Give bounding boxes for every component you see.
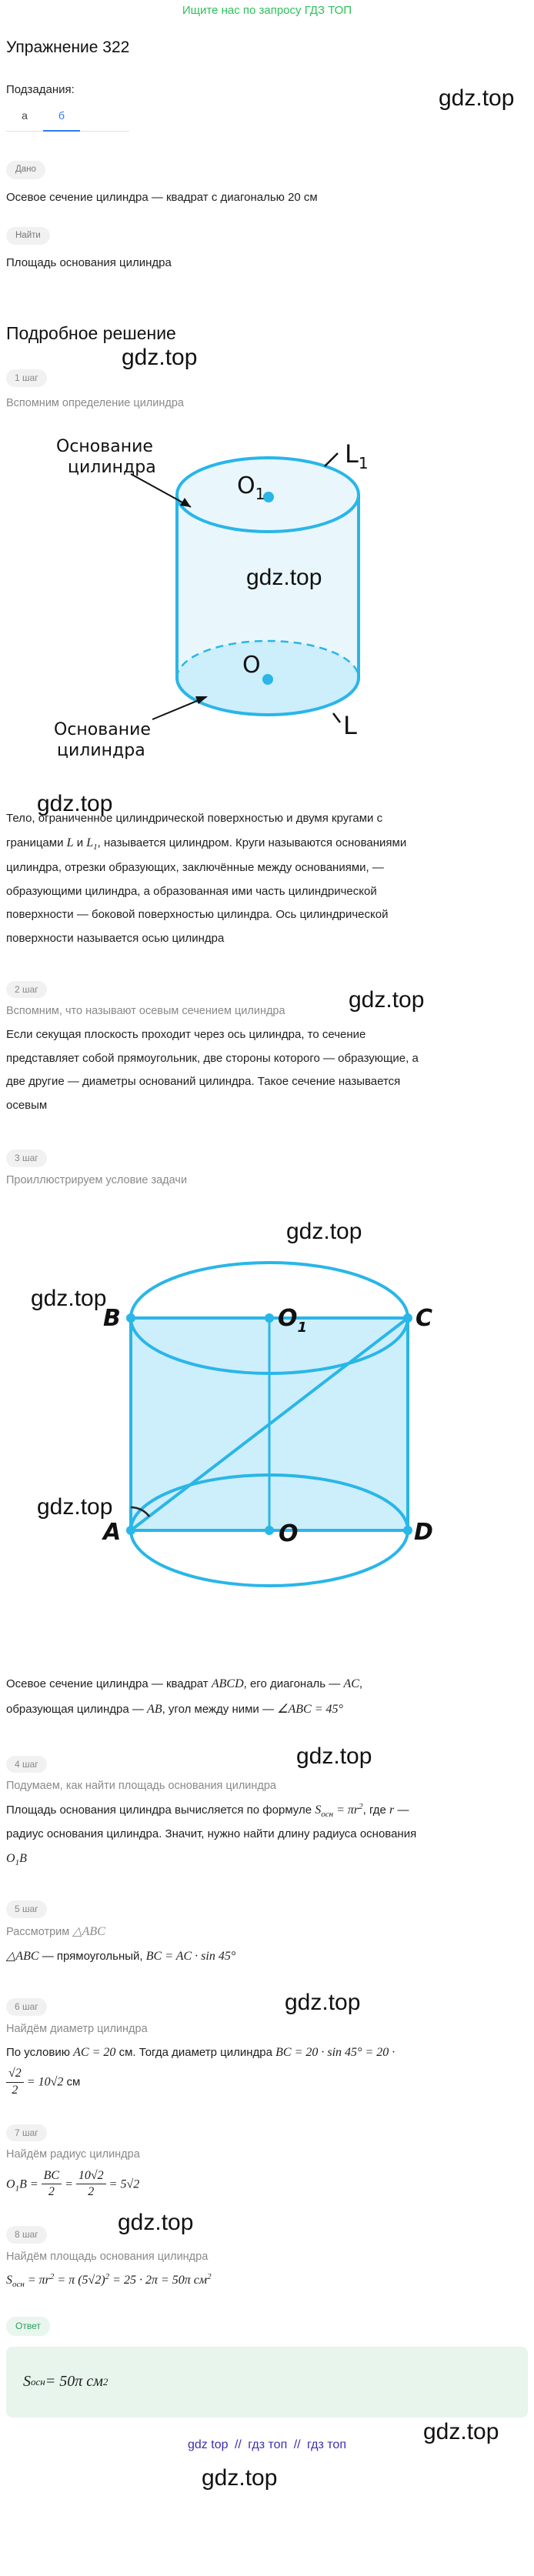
watermark: gdz.top: [118, 2210, 194, 2235]
solution-title: Подробное решение: [6, 322, 176, 343]
label-l1: $L_1$: [345, 439, 369, 473]
footer-link[interactable]: гдз топ: [307, 2438, 346, 2451]
step-badge: 3 шаг: [6, 1150, 47, 1167]
label-l: L: [343, 711, 357, 741]
watermark: gdz.top: [296, 1743, 372, 1769]
step-6: [6, 1997, 528, 2098]
step-2-text: Если секущая плоскость проходит через ось цилиндра, то сечение представляет собой прямоугольник, две стороны которого — образующие, а две другие — диаметры оснований цилиндра. Такое сечение называется осевым: [6, 1027, 419, 1113]
center-o-point: [262, 674, 273, 685]
step-caption: Вспомним, что называют осевым сечением цилиндра: [6, 1005, 285, 1018]
find-text: Площадь основания цилиндра: [6, 256, 172, 270]
step-3-text: Осевое сечение цилиндра — квадрат ABCD, его диагональ — AC, образующая цилиндра — AB, угол между ними — ∠ABC = 45°: [6, 1677, 363, 1716]
watermark: gdz.top: [423, 2419, 499, 2444]
answer-box: S осн = 50π см 2: [6, 2347, 528, 2418]
step-7: [6, 2124, 528, 2201]
step-caption: Подумаем, как найти площадь основания цилиндра: [6, 1780, 276, 1793]
label-o1: $O_1$: [237, 472, 265, 504]
step-badge: 7 шаг: [6, 2124, 47, 2142]
label-o1: $O_1$: [278, 1304, 308, 1336]
step-badge: 2 шаг: [6, 981, 47, 999]
subtasks-label: Подзадания:: [6, 82, 75, 96]
step-1-text: Тело, ограниченное цилиндрической поверхностью и двумя кругами с границами L и $L_1$, называется цилиндром. Круги называются основаниями цилиндра, отрезки образующих, заключённые между основаниями, — образующими цилиндра, а образованная ими часть цилиндрической поверхности — боковой поверхностью цилиндра. Ось цилиндрической поверхности называется осью цилиндра: [6, 812, 407, 946]
label-d: D: [414, 1518, 433, 1546]
step-4-text: Площадь основания цилиндра вычисляется по формуле $S_{осн} = \pi r^2$, где r — радиус основания цилиндра. Значит, нужно найти длину радиуса основания $O_1B$: [6, 1801, 417, 1868]
footer-separator: //: [293, 2438, 301, 2451]
step-caption: Найдём радиус цилиндра: [6, 2148, 140, 2161]
watermark: gdz.top: [286, 1219, 362, 1244]
label-o: O: [242, 652, 261, 679]
find-section: [6, 225, 528, 272]
step-badge: 6 шаг: [6, 1998, 47, 2016]
svg-text:цилиндра: цилиндра: [57, 741, 145, 761]
watermark: gdz.top: [31, 1286, 107, 1311]
step-6-text: По условию AC = 20 см. Тогда диаметр цилиндра BC = 20 · sin 45° = 20 · $\frac{√2}{2}$ = 10√2 см: [6, 2046, 395, 2097]
given-section: [6, 159, 528, 206]
exercise-title: Упражнение 322: [6, 38, 130, 56]
watermark: gdz.top: [285, 1990, 361, 2015]
watermark: gdz.top: [349, 987, 425, 1013]
step-badge: 1 шаг: [6, 369, 47, 387]
label-a: A: [103, 1518, 122, 1546]
footer-link[interactable]: gdz top: [188, 2438, 229, 2451]
footer-link[interactable]: гдз топ: [248, 2438, 288, 2451]
footer-separator: //: [234, 2438, 242, 2451]
tab-b[interactable]: б: [43, 105, 80, 132]
watermark: gdz.top: [246, 565, 322, 590]
step-1: [6, 369, 528, 951]
tab-a[interactable]: а: [22, 108, 28, 122]
label-c: C: [416, 1304, 433, 1332]
step-caption: Рассмотрим △ABC: [6, 1924, 105, 1938]
step-badge: 4 шаг: [6, 1756, 47, 1774]
watermark: gdz.top: [122, 345, 198, 370]
top-banner[interactable]: Ищите нас по запросу ГДЗ ТОП: [182, 4, 352, 17]
svg-text:цилиндра: цилиндра: [68, 458, 156, 478]
step-4: [6, 1755, 528, 1872]
step-5-text: △ABC — прямоугольный, BC = AC · sin 45°: [6, 1950, 236, 1964]
step-7-text: $O_1B$ = $\frac{BC}{2}$ = $\frac{10√2}{2}$ = 5√2: [6, 2168, 140, 2199]
answer-section: [6, 2317, 528, 2418]
watermark: gdz.top: [37, 1494, 113, 1520]
step-badge: 8 шаг: [6, 2226, 47, 2244]
step-8: [6, 2225, 528, 2294]
cylinder-figure: [6, 416, 528, 778]
step-caption: Найдём диаметр цилиндра: [6, 2022, 148, 2035]
axial-section-figure: [6, 1204, 528, 1635]
answer-badge: Ответ: [6, 2317, 50, 2336]
step-caption: Вспомним определение цилиндра: [6, 396, 184, 409]
watermark: gdz.top: [439, 85, 515, 111]
watermark: gdz.top: [202, 2465, 278, 2491]
step-caption: Найдём площадь основания цилиндра: [6, 2250, 209, 2263]
step-2: [6, 980, 528, 1118]
label-o: O: [279, 1520, 299, 1547]
watermark: gdz.top: [37, 791, 113, 816]
label-base-top: Основание: [56, 437, 153, 457]
find-badge: Найти: [6, 227, 50, 245]
step-caption: Проиллюстрируем условие задачи: [6, 1173, 188, 1186]
step-badge: 5 шаг: [6, 1900, 47, 1918]
label-b: B: [103, 1304, 121, 1332]
label-base-bottom: Основание: [54, 720, 151, 740]
given-badge: Дано: [6, 161, 45, 179]
step-8-text: $S_{осн} = \pi r^2 = \pi$ $(5√2)^2 = 25 \cdot 2\pi = 50\pi$ $см^2$: [6, 2272, 212, 2290]
step-5: [6, 1900, 528, 1970]
step-3: [6, 1149, 528, 1723]
given-text: Осевое сечение цилиндра — квадрат с диагональю 20 см: [6, 191, 318, 205]
